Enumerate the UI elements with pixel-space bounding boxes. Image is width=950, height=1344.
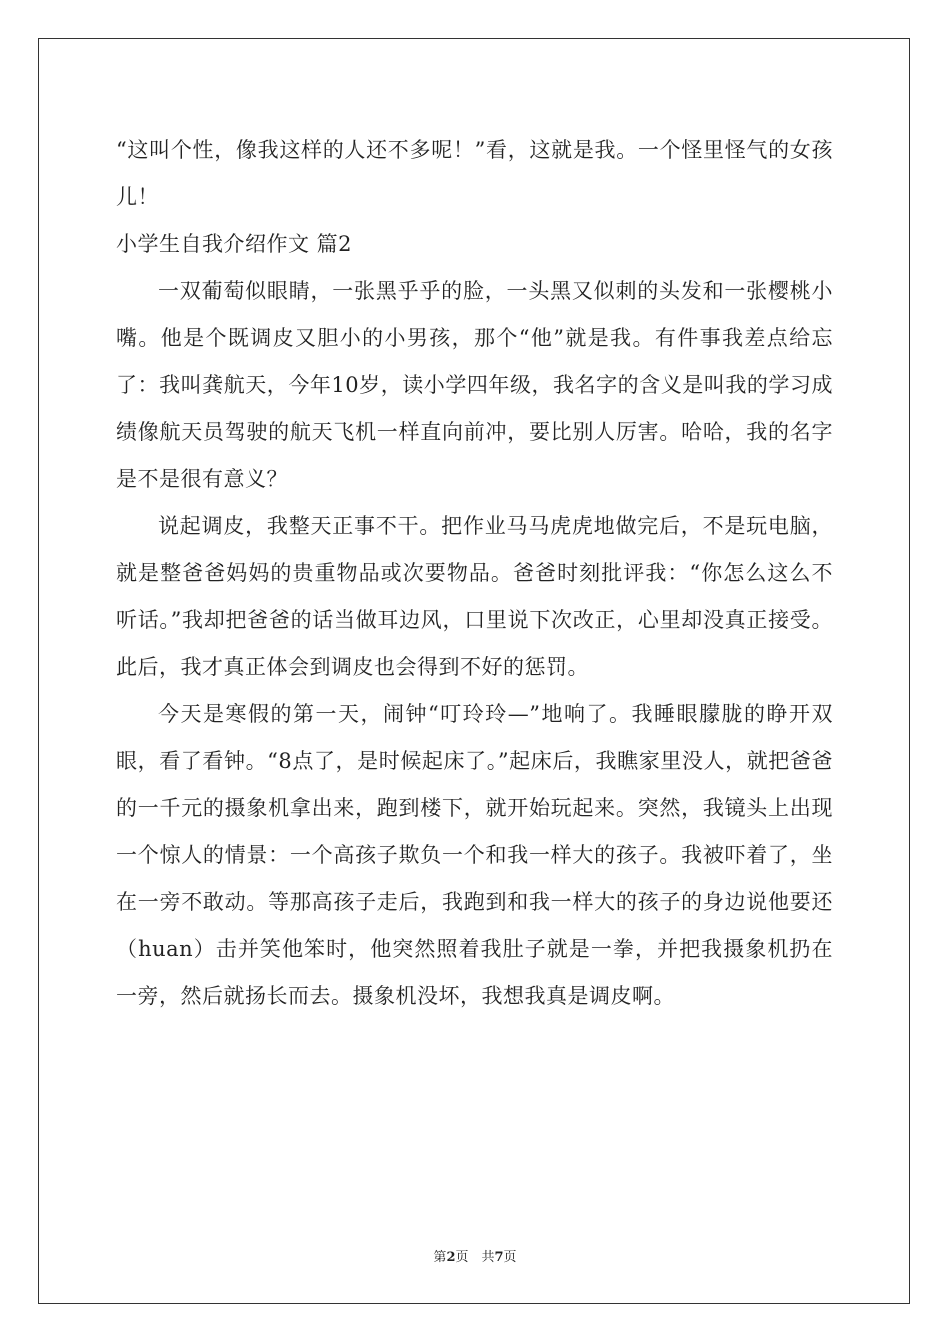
footer-total-pages: 7 xyxy=(494,1250,504,1265)
footer-suffix: 页 xyxy=(503,1250,517,1265)
footer-page-number: 2 xyxy=(446,1250,456,1265)
section-heading: 小学生自我介绍作文 篇2 xyxy=(116,232,353,256)
page-footer xyxy=(0,1246,950,1265)
paragraph-4: 今天是寒假的第一天，闹钟“叮玲玲—”地响了。我睡眼朦胧的睁开双眼，看了看钟。“8点了，是时候起床了。”起床后，我瞧家里没人，就把爸爸的一千元的摄象机拿出来，跑到楼下，就开始玩起来。突然，我镜头上出现一个惊人的情景：一个高孩子欺负一个和我一样大的孩子。我被吓着了，坐在一旁不敢动。等那高孩子走后，我跑到和我一样大的孩子的身边说他要还（huan）击并笑他笨时，他突然照着我肚子就是一拳，并把我摄象机扔在一旁，然后就扬长而去。摄象机没坏，我想我真是调皮啊。 xyxy=(116,702,833,1008)
paragraph-3: 说起调皮，我整天正事不干。把作业马马虎虎地做完后，不是玩电脑，就是整爸爸妈妈的贵重物品或次要物品。爸爸时刻批评我：“你怎么这么不听话。”我却把爸爸的话当做耳边风，口里说下次改正，心里却没真正接受。此后，我才真正体会到调皮也会得到不好的惩罚。 xyxy=(116,514,833,679)
footer-prefix: 第 xyxy=(433,1250,447,1265)
paragraph-1: “这叫个性，像我这样的人还不多呢！”看，这就是我。一个怪里怪气的女孩儿！ xyxy=(116,138,833,209)
footer-mid: 页 共 xyxy=(455,1250,495,1265)
document-body xyxy=(116,127,833,1020)
paragraph-2: 一双葡萄似眼睛，一张黑乎乎的脸，一头黑又似刺的头发和一张樱桃小嘴。他是个既调皮又胆小的小男孩，那个“他”就是我。有件事我差点给忘了：我叫龚航天，今年10岁，读小学四年级，我名字的含义是叫我的学习成绩像航天员驾驶的航天飞机一样直向前冲，要比别人厉害。哈哈，我的名字是不是很有意义？ xyxy=(116,279,833,491)
